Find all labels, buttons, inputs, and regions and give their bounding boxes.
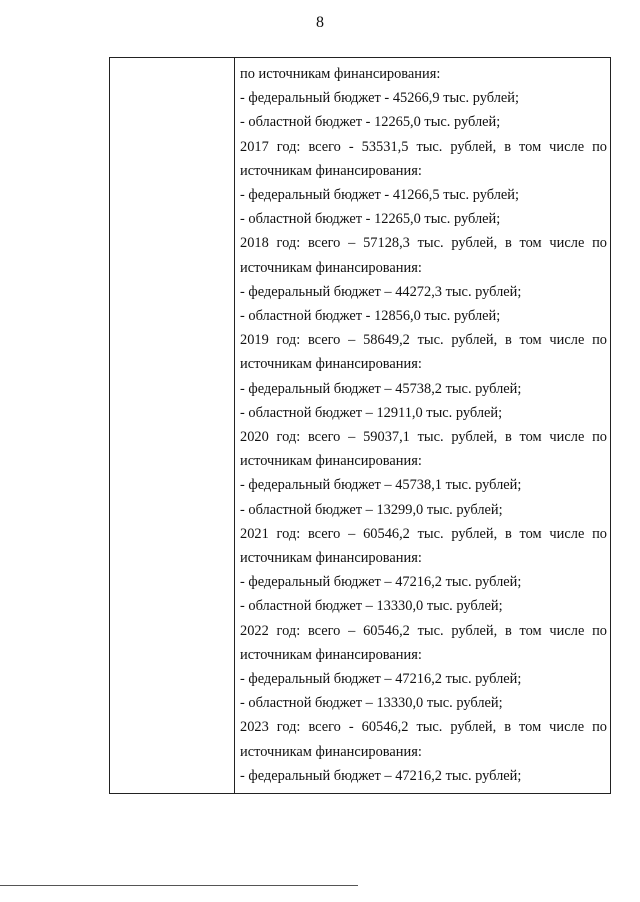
- text-line: по источникам финансирования:: [240, 66, 441, 82]
- text-line: 2019 год: всего – 58649,2 тыс. рублей, в том числе по: [240, 332, 607, 349]
- text-line: - областной бюджет - 12856,0 тыс. рублей;: [240, 308, 501, 325]
- text-line: источникам финансирования:: [240, 646, 422, 663]
- text-line: - федеральный бюджет – 47216,2 тыс. рублей;: [240, 767, 522, 784]
- text-line: - федеральный бюджет – 47216,2 тыс. рублей;: [240, 671, 522, 688]
- text-line: источникам финансирования:: [240, 453, 422, 470]
- text-line: 2022 год: всего – 60546,2 тыс. рублей, в том числе по: [240, 622, 607, 639]
- text-line: 2021 год: всего – 60546,2 тыс. рублей, в том числе по: [240, 525, 607, 542]
- text-line: - федеральный бюджет – 47216,2 тыс. рублей;: [240, 574, 522, 591]
- funding-table: [109, 57, 611, 794]
- footer-rule: [0, 885, 358, 886]
- text-line: - федеральный бюджет – 45738,2 тыс. рублей;: [240, 380, 522, 397]
- text-line: - областной бюджет - 12265,0 тыс. рублей;: [240, 114, 501, 131]
- text-line: - областной бюджет - 12265,0 тыс. рублей;: [240, 211, 501, 228]
- text-line: источникам финансирования:: [240, 259, 422, 276]
- text-line: 2017 год: всего - 53531,5 тыс. рублей, в том числе по: [240, 138, 607, 155]
- text-line: - областной бюджет – 13330,0 тыс. рублей;: [240, 695, 503, 712]
- text-line: - федеральный бюджет – 44272,3 тыс. рублей;: [240, 283, 522, 300]
- page-number: 8: [316, 14, 324, 31]
- text-line: 2023 год: всего - 60546,2 тыс. рублей, в том числе по: [240, 719, 607, 736]
- text-line: - областной бюджет – 13299,0 тыс. рублей;: [240, 501, 503, 518]
- table-cell-right: [240, 62, 607, 788]
- text-line: источникам финансирования:: [240, 550, 422, 567]
- text-line: источникам финансирования:: [240, 162, 422, 179]
- text-line: - областной бюджет – 12911,0 тыс. рублей;: [240, 404, 503, 421]
- text-line: - федеральный бюджет – 45738,1 тыс. рублей;: [240, 477, 522, 494]
- text-line: источникам финансирования:: [240, 356, 422, 373]
- column-divider: [234, 58, 235, 793]
- text-line: 2020 год: всего – 59037,1 тыс. рублей, в том числе по: [240, 429, 607, 446]
- text-line: 2018 год: всего – 57128,3 тыс. рублей, в том числе по: [240, 235, 607, 252]
- text-line: - федеральный бюджет - 45266,9 тыс. рублей;: [240, 90, 519, 107]
- text-line: - областной бюджет – 13330,0 тыс. рублей;: [240, 598, 503, 615]
- text-line: - федеральный бюджет - 41266,5 тыс. рублей;: [240, 187, 519, 204]
- text-line: источникам финансирования:: [240, 743, 422, 760]
